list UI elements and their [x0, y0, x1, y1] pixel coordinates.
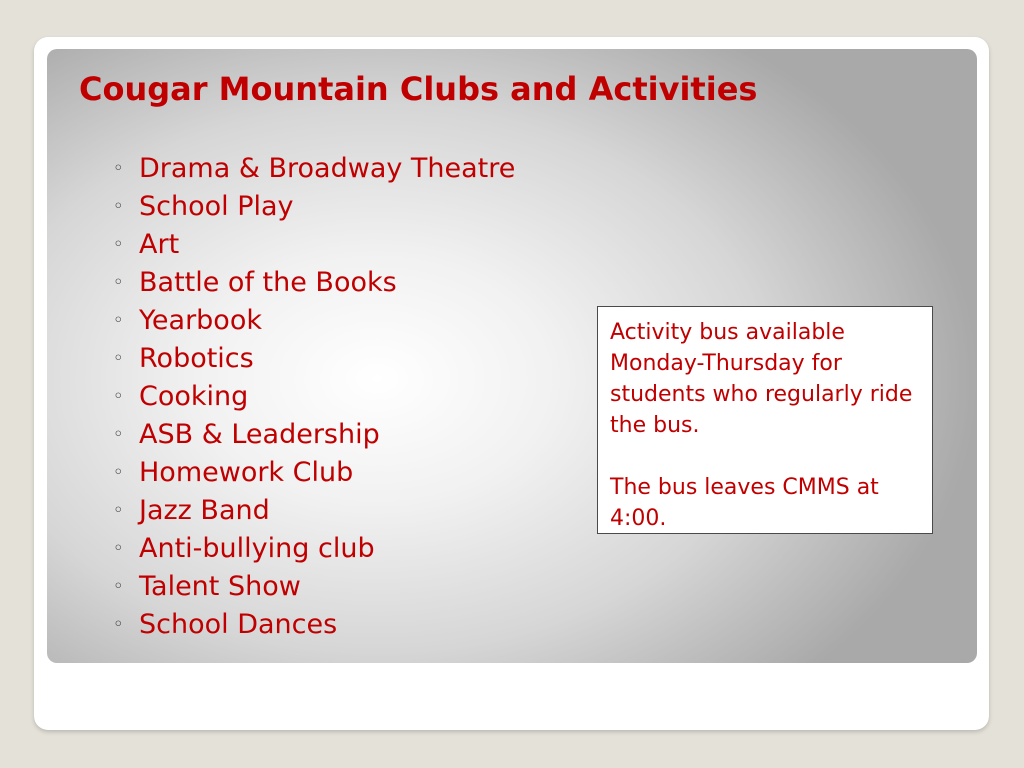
- list-item: [113, 530, 515, 568]
- list-item: [113, 150, 515, 188]
- list-item: [113, 416, 515, 454]
- list-item: [113, 302, 515, 340]
- activity-label: Art: [139, 229, 180, 260]
- bus-departure-text: The bus leaves CMMS at 4:00.: [610, 475, 879, 531]
- list-item: [113, 340, 515, 378]
- bus-info-box: [597, 306, 933, 534]
- activity-label: Cooking: [139, 381, 249, 412]
- list-item: [113, 264, 515, 302]
- list-item: [113, 454, 515, 492]
- bus-availability-text: Activity bus available Monday-Thursday for students who regularly ride the bus.: [610, 320, 913, 438]
- activity-label: Robotics: [139, 343, 254, 374]
- activity-label: Homework Club: [139, 457, 354, 488]
- activity-label: Jazz Band: [139, 495, 270, 526]
- page-title: Cougar Mountain Clubs and Activities: [79, 70, 758, 108]
- list-item: [113, 188, 515, 226]
- activity-label: Anti-bullying club: [139, 533, 375, 564]
- activity-label: Drama & Broadway Theatre: [139, 153, 516, 184]
- bullet-icon: ◦: [113, 348, 124, 369]
- list-item: [113, 492, 515, 530]
- bullet-icon: ◦: [113, 272, 124, 293]
- bullet-icon: ◦: [113, 500, 124, 521]
- list-item: [113, 378, 515, 416]
- bullet-icon: ◦: [113, 196, 124, 217]
- bullet-icon: ◦: [113, 424, 124, 445]
- activity-label: School Dances: [139, 609, 338, 640]
- list-item: [113, 606, 515, 644]
- bullet-icon: ◦: [113, 538, 124, 559]
- list-item: [113, 568, 515, 606]
- activity-label: Talent Show: [139, 571, 301, 602]
- activity-label: ASB & Leadership: [139, 419, 380, 450]
- bullet-icon: ◦: [113, 310, 124, 331]
- list-item: [113, 226, 515, 264]
- bullet-icon: ◦: [113, 614, 124, 635]
- activity-list: [113, 150, 515, 644]
- activity-label: School Play: [139, 191, 294, 222]
- activity-label: Battle of the Books: [139, 267, 397, 298]
- bullet-icon: ◦: [113, 234, 124, 255]
- bullet-icon: ◦: [113, 158, 124, 179]
- bullet-icon: ◦: [113, 386, 124, 407]
- activity-label: Yearbook: [139, 305, 262, 336]
- bullet-icon: ◦: [113, 462, 124, 483]
- bullet-icon: ◦: [113, 576, 124, 597]
